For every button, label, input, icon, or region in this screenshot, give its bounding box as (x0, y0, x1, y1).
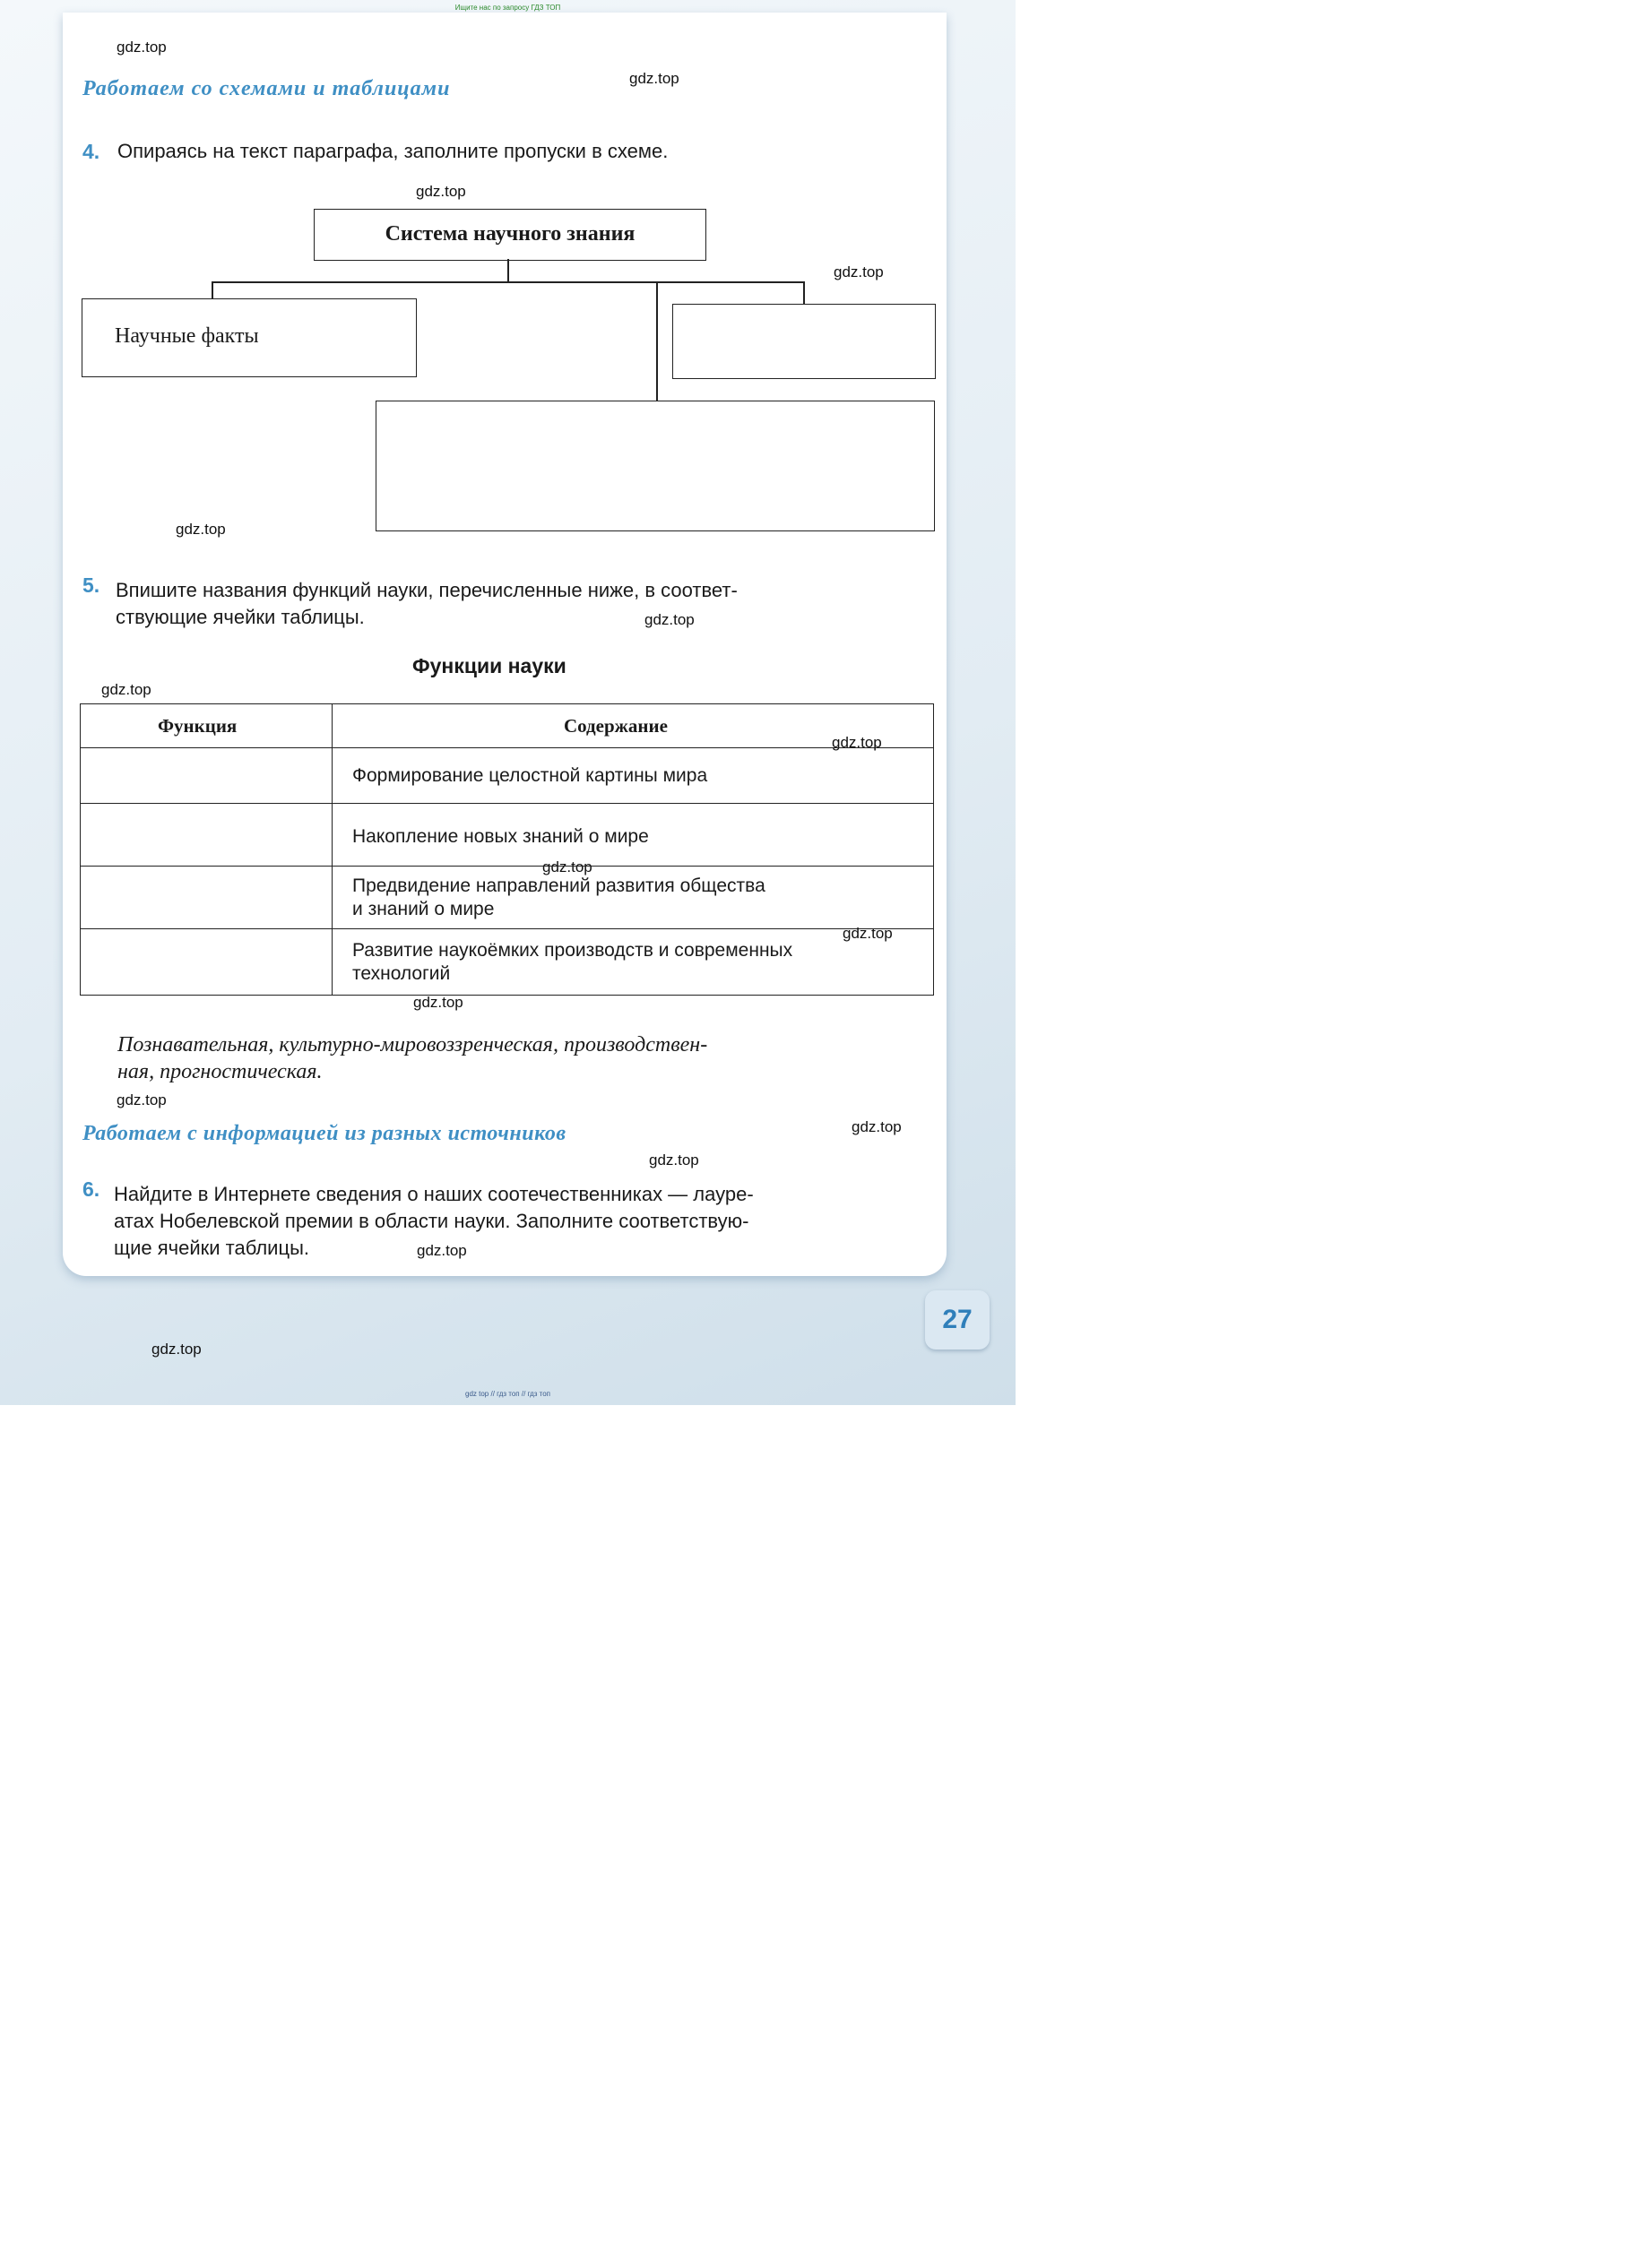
table-row (81, 748, 934, 804)
task-text: Опираясь на текст параграфа, заполните пропуски в схеме. (117, 140, 669, 162)
scheme-box-facts (82, 298, 417, 377)
connector-line (507, 259, 509, 282)
watermark: gdz.top (101, 681, 151, 698)
watermark: gdz.top (117, 39, 167, 56)
scheme-box-label: Научные факты (115, 324, 259, 348)
function-cell[interactable] (81, 748, 333, 804)
watermark: gdz.top (176, 521, 226, 538)
task-text: атах Нобелевской премии в области науки. Заполните соответствую- (114, 1210, 749, 1232)
scheme-box-blank[interactable] (376, 401, 935, 531)
content-line: Предвидение направлений развития общества (352, 875, 765, 896)
section-heading: Работаем с информацией из разных источников (82, 1122, 566, 1145)
watermark: gdz.top (417, 1242, 467, 1259)
scheme-root-box: Система научного знания (314, 209, 706, 261)
connector-line (212, 281, 804, 283)
task-number: 5. (82, 573, 100, 597)
content-cell: Накопление новых знаний о мире (333, 804, 934, 867)
watermark: gdz.top (852, 1118, 902, 1135)
connector-line (656, 281, 658, 401)
function-cell[interactable] (81, 867, 333, 929)
function-cell[interactable] (81, 929, 333, 996)
task-text: Впишите названия функций науки, перечисленные ниже, в соответ- (116, 579, 738, 601)
table-row (81, 804, 934, 867)
content-line: технологий (352, 962, 451, 984)
table-header-row (81, 704, 934, 748)
watermark: gdz.top (649, 1151, 699, 1168)
watermark: gdz.top (413, 994, 463, 1011)
content-cell (333, 929, 934, 996)
watermark: gdz.top (151, 1341, 202, 1358)
answer-options: ная, прогностическая. (117, 1060, 323, 1083)
task-text: ствующие ячейки таблицы. (116, 606, 365, 628)
workbook-page (63, 13, 947, 1276)
table-row (81, 929, 934, 996)
watermark: gdz.top (644, 611, 695, 628)
watermark: gdz.top (843, 925, 893, 942)
functions-table (80, 703, 934, 996)
task-text: щие ячейки таблицы. (114, 1237, 309, 1259)
section-heading: Работаем со схемами и таблицами (82, 77, 451, 100)
top-note: Ищите нас по запросу ГДЗ ТОП (454, 4, 561, 12)
watermark: gdz.top (832, 734, 882, 751)
watermark: gdz.top (542, 858, 592, 875)
bottom-note: gdz top // гдз топ // гдз топ (465, 1390, 550, 1398)
content-line: и знаний о мире (352, 898, 495, 919)
connector-line (803, 281, 805, 304)
task-number: 4. (82, 140, 100, 163)
watermark: gdz.top (416, 183, 466, 200)
table-row (81, 867, 934, 929)
content-line: Развитие наукоёмких производств и современных (352, 939, 793, 961)
table-title: Функции науки (412, 654, 566, 677)
task-text: Найдите в Интернете сведения о наших соотечественниках — лауре- (114, 1183, 754, 1205)
watermark: gdz.top (834, 263, 884, 280)
column-header: Функция (81, 704, 333, 748)
column-header: Содержание (333, 704, 934, 748)
task-number: 6. (82, 1177, 100, 1201)
watermark: gdz.top (629, 70, 679, 87)
watermark: gdz.top (117, 1091, 167, 1108)
content-cell (333, 867, 934, 929)
page-number: 27 (925, 1290, 990, 1350)
scheme-box-blank[interactable] (672, 304, 936, 379)
content-cell: Формирование целостной картины мира (333, 748, 934, 804)
answer-options: Познавательная, культурно-мировоззренческая, производствен- (117, 1033, 708, 1056)
function-cell[interactable] (81, 804, 333, 867)
